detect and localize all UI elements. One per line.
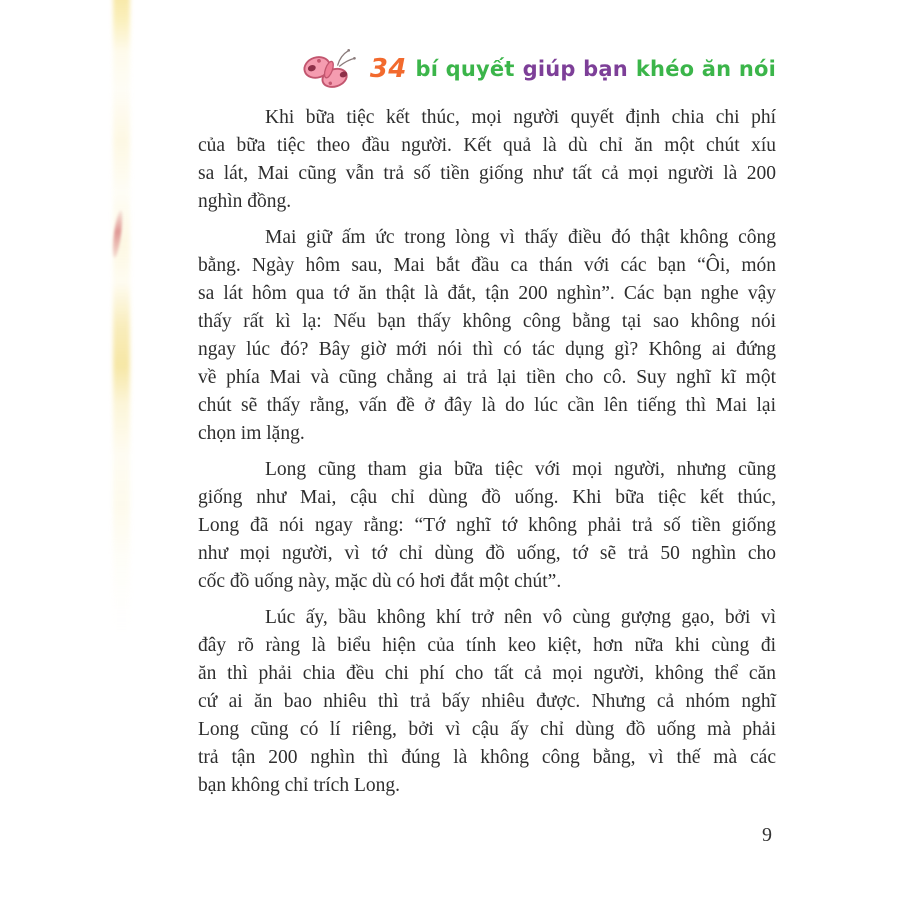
paragraph bbox=[198, 224, 776, 448]
butterfly-icon bbox=[302, 47, 360, 91]
header-title-part: khéo ăn nói bbox=[635, 57, 776, 81]
paragraph bbox=[198, 604, 776, 800]
text-line: sa lát hôm qua tớ ăn thật là đắt, tận 200 nghìn”. Các bạn nghe vậy bbox=[198, 283, 776, 304]
text-line: Lúc ấy, bầu không khí trở nên vô cùng gượng gạo, bởi vì bbox=[265, 607, 776, 628]
text-line: đây rõ ràng là biểu hiện của tính keo kiệt, hơn nữa khi cùng đi bbox=[198, 635, 776, 656]
text-line: bằng. Ngày hôm sau, Mai bắt đầu ca thán với các bạn “Ôi, món bbox=[198, 255, 776, 276]
page-number: 9 bbox=[762, 824, 772, 846]
text-line: Mai giữ ấm ức trong lòng vì thấy điều đó thật không công bbox=[265, 227, 776, 248]
text-line: về phía Mai và cũng chẳng ai trả lại tiền cho cô. Suy nghĩ kĩ một bbox=[198, 367, 776, 388]
text-line: chọn im lặng. bbox=[198, 423, 305, 444]
paragraph bbox=[198, 104, 776, 216]
header-title-part: giúp bạn bbox=[522, 57, 628, 81]
book-page-edge bbox=[113, 0, 130, 634]
page-body-text bbox=[198, 104, 776, 800]
text-line: Long cũng tham gia bữa tiệc với mọi người, nhưng cũng bbox=[265, 459, 776, 480]
text-line: sa lát, Mai cũng vẫn trả số tiền giống như tất cả mọi người là 200 bbox=[198, 163, 776, 184]
text-line: cốc đồ uống này, mặc dù có hơi đắt một chút”. bbox=[198, 571, 562, 592]
text-line: chút sẽ thấy rằng, vấn đề ở đây là do lúc cần lên tiếng thì Mai lại bbox=[198, 395, 776, 416]
text-line: cứ ai ăn bao nhiêu thì trả bấy nhiêu được. Nhưng cả nhóm nghĩ bbox=[198, 691, 776, 712]
text-line: của bữa tiệc theo đầu người. Kết quả là dù chỉ ăn một chút xíu bbox=[198, 135, 776, 156]
running-header bbox=[302, 46, 776, 92]
text-line: như mọi người, vì tớ chỉ dùng đồ uống, tớ sẽ trả 50 nghìn cho bbox=[198, 543, 776, 564]
text-line: thấy rất kì lạ: Nếu bạn thấy không công bằng tại sao không nói bbox=[198, 311, 776, 332]
text-line: nghìn đồng. bbox=[198, 191, 292, 212]
text-line: ngay lúc đó? Bây giờ mới nói thì có tác dụng gì? Không ai đứng bbox=[198, 339, 776, 360]
header-title-part: bí quyết bbox=[415, 57, 515, 81]
text-line: ăn thì phải chia đều chi phí cho tất cả mọi người, không thể căn bbox=[198, 663, 776, 684]
text-line: Khi bữa tiệc kết thúc, mọi người quyết định chia chi phí bbox=[265, 107, 776, 128]
text-line: Long đã nói ngay rằng: “Tớ nghĩ tớ không phải trả số tiền giống bbox=[198, 515, 776, 536]
text-line: Long cũng có lí riêng, bởi vì cậu ấy chỉ dùng đồ uống mà phải bbox=[198, 719, 776, 740]
text-line: giống như Mai, cậu chỉ dùng đồ uống. Khi bữa tiệc kết thúc, bbox=[198, 487, 776, 508]
text-line: bạn không chỉ trích Long. bbox=[198, 775, 400, 796]
paragraph bbox=[198, 456, 776, 596]
header-book-number: 34 bbox=[369, 54, 407, 84]
text-line: trả tận 200 nghìn thì đúng là không công bằng, vì thế mà các bbox=[198, 747, 776, 768]
